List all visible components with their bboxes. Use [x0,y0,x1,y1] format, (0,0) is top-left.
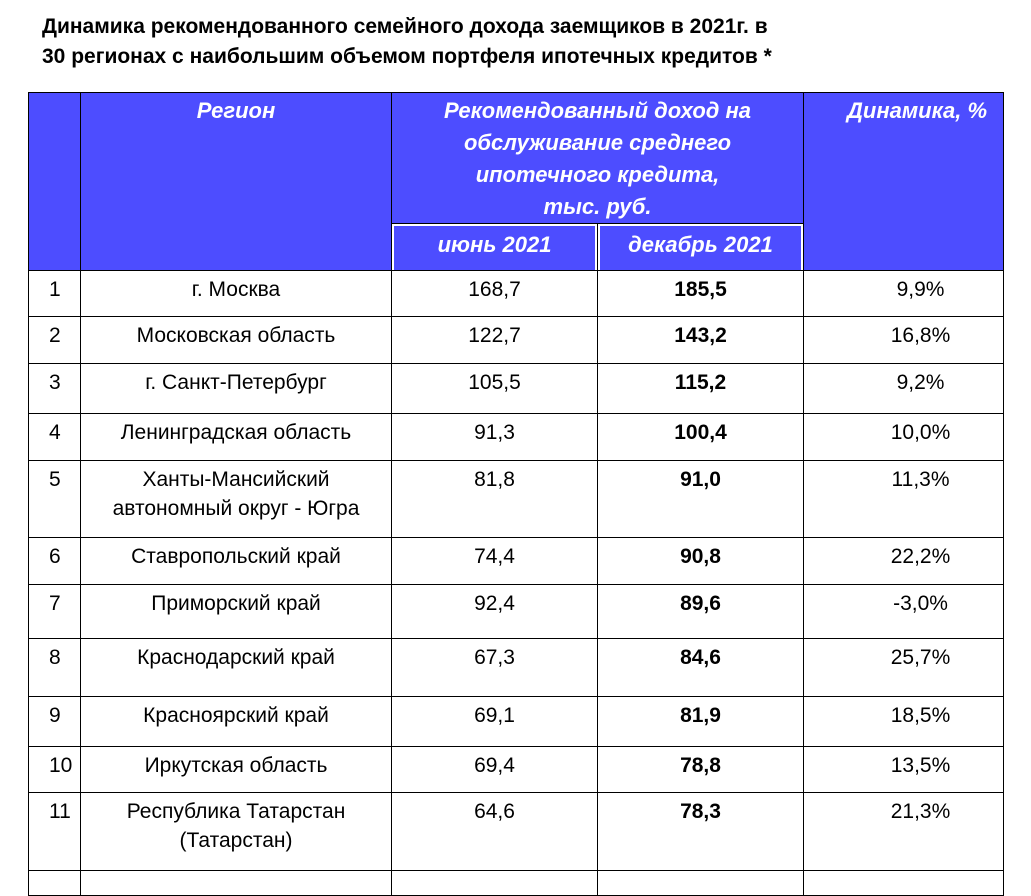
dynamics-percent: 16,8% [804,317,1004,364]
row-number: 4 [29,414,81,461]
income-december-2021: 78,8 [598,747,804,793]
table-header [29,93,1004,271]
income-june-2021: 74,4 [392,538,598,585]
table-row [29,585,1004,639]
region-name: Ленинградская область [81,414,392,461]
dynamics-percent: 21,3% [804,793,1004,871]
header-income-line-1: Рекомендованный доход на [443,98,752,123]
header-december-2021: декабрь 2021 [598,224,804,271]
dynamics-percent: 9,9% [804,271,1004,317]
empty-cell [804,871,1004,896]
income-december-2021: 91,0 [598,461,804,538]
row-number: 3 [29,364,81,414]
page-title-line-1: Динамика рекомендованного семейного дохода заемщиков в 2021г. в [42,15,768,38]
row-number: 6 [29,538,81,585]
table-body [29,271,1004,896]
income-june-2021: 69,1 [392,697,598,747]
header-recommended-income [392,93,804,224]
row-number: 5 [29,461,81,538]
empty-cell [29,871,81,896]
dynamics-percent: 25,7% [804,639,1004,697]
row-number: 2 [29,317,81,364]
region-name: Ставропольский край [81,538,392,585]
header-income-line-4: тыс. руб. [543,194,652,219]
header-june-2021: июнь 2021 [392,224,598,271]
dynamics-percent: -3,0% [804,585,1004,639]
region-name: Иркутская область [81,747,392,793]
table-row [29,538,1004,585]
region-name: Московская область [81,317,392,364]
income-june-2021: 67,3 [392,639,598,697]
empty-cell [598,871,804,896]
income-december-2021: 84,6 [598,639,804,697]
income-june-2021: 92,4 [392,585,598,639]
dynamics-percent: 13,5% [804,747,1004,793]
income-june-2021: 64,6 [392,793,598,871]
row-number: 9 [29,697,81,747]
income-june-2021: 105,5 [392,364,598,414]
table-row [29,461,1004,538]
income-december-2021: 185,5 [598,271,804,317]
income-june-2021: 122,7 [392,317,598,364]
dynamics-percent: 10,0% [804,414,1004,461]
region-name: Краснодарский край [81,639,392,697]
header-row-main [29,93,1004,224]
region-name: г. Санкт-Петербург [81,364,392,414]
region-name: Красноярский край [81,697,392,747]
income-december-2021: 90,8 [598,538,804,585]
row-number: 1 [29,271,81,317]
table-row [29,793,1004,871]
income-december-2021: 81,9 [598,697,804,747]
table-row [29,317,1004,364]
row-number: 8 [29,639,81,697]
table-row [29,747,1004,793]
empty-cell [392,871,598,896]
row-number: 7 [29,585,81,639]
table-row [29,364,1004,414]
dynamics-percent: 11,3% [804,461,1004,538]
income-december-2021: 78,3 [598,793,804,871]
dynamics-percent: 9,2% [804,364,1004,414]
income-december-2021: 100,4 [598,414,804,461]
header-number [29,93,81,271]
region-name: г. Москва [81,271,392,317]
income-june-2021: 168,7 [392,271,598,317]
table-row [29,414,1004,461]
table-row [29,697,1004,747]
empty-cell [81,871,392,896]
income-december-2021: 89,6 [598,585,804,639]
income-june-2021: 69,4 [392,747,598,793]
table-row [29,639,1004,697]
region-name: Республика Татарстан (Татарстан) [81,793,392,871]
region-name: Ханты-Мансийский автономный округ - Югра [81,461,392,538]
header-region: Регион [81,93,392,271]
dynamics-percent: 22,2% [804,538,1004,585]
income-table [28,92,1004,896]
income-june-2021: 91,3 [392,414,598,461]
income-december-2021: 143,2 [598,317,804,364]
table-row [29,271,1004,317]
page-title [42,12,1002,72]
header-dynamics: Динамика, % [804,93,1004,271]
header-income-line-3: ипотечного кредита, [475,162,720,187]
dynamics-percent: 18,5% [804,697,1004,747]
table-row-partial [29,871,1004,896]
income-june-2021: 81,8 [392,461,598,538]
income-december-2021: 115,2 [598,364,804,414]
region-name: Приморский край [81,585,392,639]
page-title-line-2: 30 регионах с наибольшим объемом портфеля ипотечных кредитов * [42,45,772,68]
header-income-line-2: обслуживание среднего [463,130,732,155]
row-number: 11 [29,793,81,871]
row-number: 10 [29,747,81,793]
